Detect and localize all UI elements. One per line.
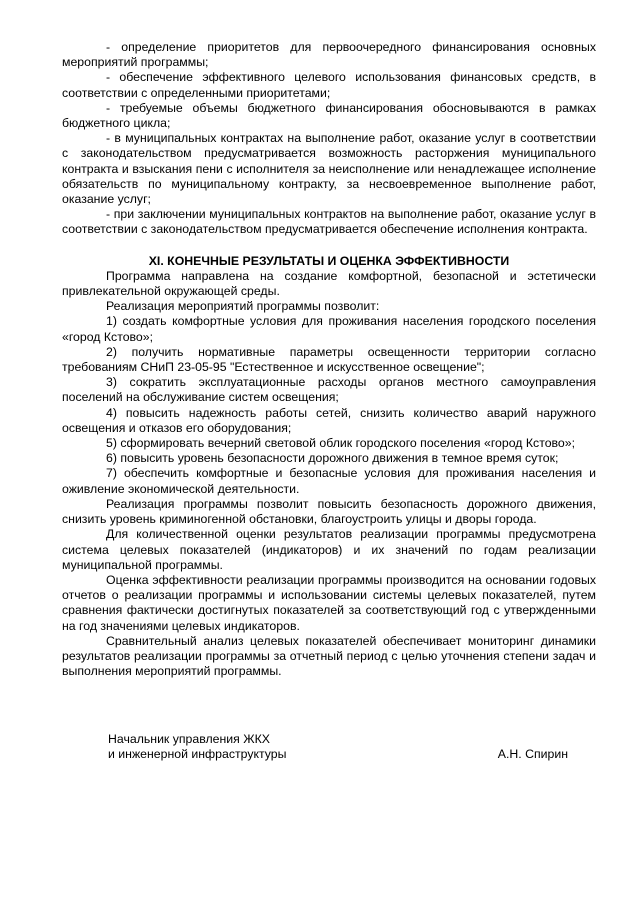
list-item: 4) повысить надежность работы сетей, снизить количество аварий наружного освещения и отказов его оборудования; (62, 405, 596, 435)
signatory-position-line2: и инженерной инфраструктуры (108, 747, 287, 762)
list-item: - обеспечение эффективного целевого использования финансовых средств, в соответствии с определенными приоритетами; (62, 70, 596, 100)
paragraph: Программа направлена на создание комфортной, безопасной и эстетически привлекательной окружающей среды. (62, 268, 596, 299)
list-item: - требуемые объемы бюджетного финансирования обосновываются в рамках бюджетного цикла; (62, 100, 596, 131)
paragraph: Для количественной оценки результатов реализации программы предусмотрена система целевых показателей (индикаторов) и их значений по годам реализации муниципальной программы. (62, 527, 596, 572)
signature-block (108, 732, 568, 762)
list-item: 6) повысить уровень безопасности дорожного движения в темное время суток; (106, 451, 559, 466)
document-body (62, 40, 596, 679)
list-item: - в муниципальных контрактах на выполнение работ, оказание услуг в соответствии с законодательством предусматривается возможность расторжения муниципального контракта и взыскания пени с исполнителя за неисполнение или ненадлежащее исполнение обязательств по муниципальному контракту, за несвоевременное выполнение работ, оказание услуг; (62, 131, 596, 207)
signatory-position-line1: Начальник управления ЖКХ (108, 732, 270, 746)
paragraph: Сравнительный анализ целевых показателей обеспечивает мониторинг динамики результатов реализации программы за отчетный период с целью уточнения степени задач и выполнения мероприятий программы. (62, 633, 596, 679)
section-heading: XI. КОНЕЧНЫЕ РЕЗУЛЬТАТЫ И ОЦЕНКА ЭФФЕКТИВНОСТИ (148, 253, 510, 268)
list-item: 7) обеспечить комфортные и безопасные условия для проживания населения и оживление экономической деятельности. (62, 466, 596, 496)
list-item: - определение приоритетов для первоочередного финансирования основных мероприятий программы; (62, 40, 596, 70)
paragraph: Реализация мероприятий программы позволит: (106, 299, 380, 314)
list-item: 3) сократить эксплуатационные расходы органов местного самоуправления поселений на обслуживание систем освещения; (62, 375, 596, 405)
paragraph: Реализация программы позволит повысить безопасность дорожного движения, снизить уровень криминогенной обстановки, благоустроить улицы и дворы города. (62, 496, 596, 527)
paragraph: Оценка эффективности реализации программы производится на основании годовых отчетов о реализации программы и использовании системы целевых показателей, путем сравнения фактически достигнутых показателей за соответствующий год с утвержденными на год значениями целевых индикаторов. (62, 572, 596, 633)
list-item: - при заключении муниципальных контрактов на выполнение работ, оказание услуг в соответствии с законодательством предусматривается обеспечение исполнения контракта. (62, 207, 596, 237)
list-item: 5) сформировать вечерний световой облик городского поселения «город Кстово»; (106, 436, 576, 451)
list-item: 1) создать комфортные условия для проживания населения городского поселения «город Кстово»; (62, 314, 596, 344)
list-item: 2) получить нормативные параметры освещенности территории согласно требованиям СНиП 23-05-95 "Естественное и искусственное освещение"; (62, 344, 596, 375)
signatory-name: А.Н. Спирин (497, 747, 568, 762)
